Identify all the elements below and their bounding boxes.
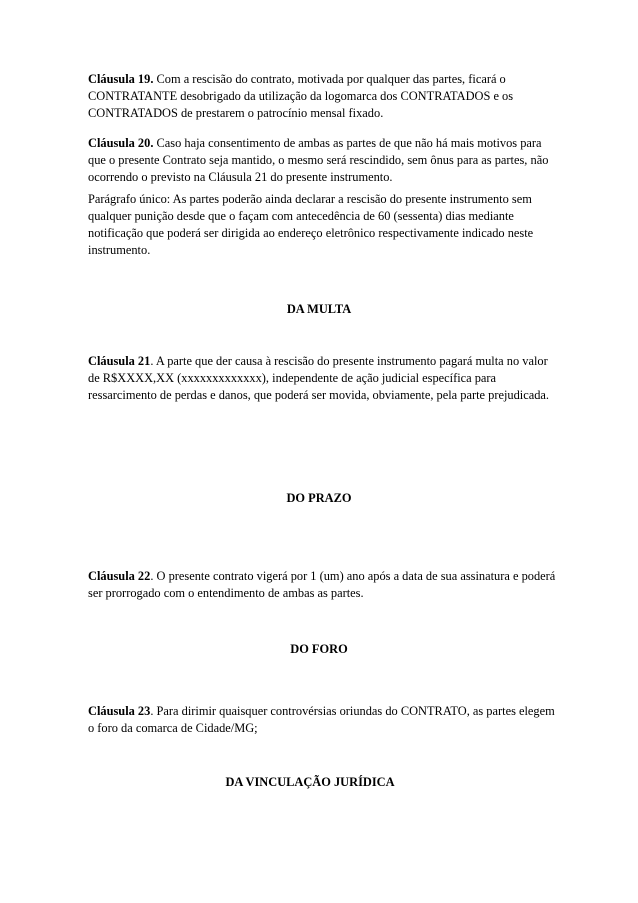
clause-19-label: Cláusula 19. xyxy=(88,72,154,86)
clause-20-label: Cláusula 20. xyxy=(88,136,154,150)
clause-22 xyxy=(88,568,558,602)
clause-21 xyxy=(88,353,558,404)
heading-da-multa: DA MULTA xyxy=(286,302,352,316)
clause-21-text: . A parte que der causa à rescisão do presente instrumento pagará multa no valor de R$XXXX,XX (xxxxxxxxxxxxx), independente de ação judicial específica para ressarcimento de perdas e danos, que poderá ser movida, obviamente, pela parte prejudicada. xyxy=(88,354,550,402)
heading-do-foro: DO FORO xyxy=(290,642,348,656)
paragrafo-unico-text: Parágrafo único: As partes poderão ainda declarar a rescisão do presente instrumento sem qualquer punição desde que o façam com antecedência de 60 (sessenta) dias mediante notificação que poderá ser dirigida ao endereço eletrônico respectivamente indicado neste instrumento. xyxy=(88,192,534,257)
clause-21-label: Cláusula 21 xyxy=(88,354,151,368)
paragrafo-unico xyxy=(88,191,558,259)
clause-23-text: . Para dirimir quaisquer controvérsias oriundas do CONTRATO, as partes elegem o foro da comarca de Cidade/MG; xyxy=(88,704,555,735)
clause-23-label: Cláusula 23 xyxy=(88,704,151,718)
clause-20 xyxy=(88,135,558,186)
clause-22-label: Cláusula 22 xyxy=(88,569,151,583)
heading-da-vinculacao-juridica: DA VINCULAÇÃO JURÍDICA xyxy=(225,775,395,789)
clause-22-text: . O presente contrato vigerá por 1 (um) ano após a data de sua assinatura e poderá ser prorrogado com o entendimento de ambas as partes. xyxy=(88,569,556,600)
clause-19-text: Com a rescisão do contrato, motivada por qualquer das partes, ficará o CONTRATANTE desobrigado da utilização da logomarca dos CONTRATADOS e os CONTRATADOS de prestarem o patrocínio mensal fixado. xyxy=(88,72,514,120)
heading-do-prazo: DO PRAZO xyxy=(286,491,352,505)
clause-20-text: Caso haja consentimento de ambas as partes de que não há mais motivos para que o presente Contrato seja mantido, o mesmo será rescindido, sem ônus para as partes, não ocorrendo o previsto na Cláusula 21 do presente instrumento. xyxy=(88,136,549,184)
clause-19 xyxy=(88,71,558,122)
clause-23 xyxy=(88,703,558,737)
